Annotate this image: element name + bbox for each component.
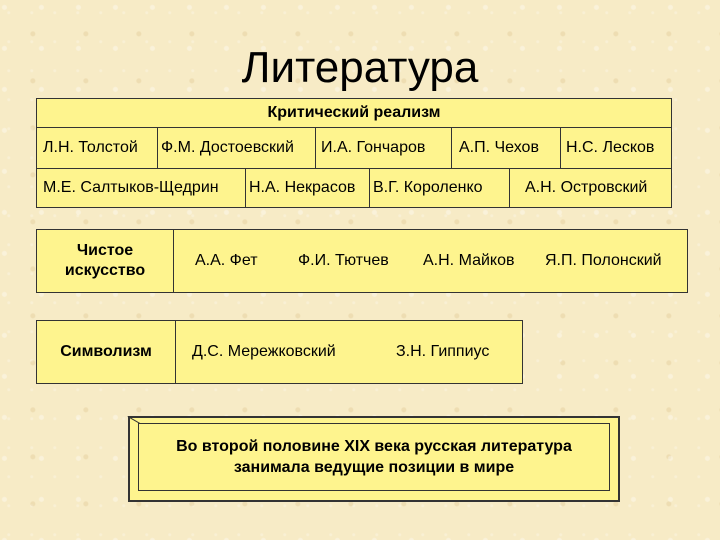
divider bbox=[560, 128, 561, 168]
author-saltykov: М.Е. Салтыков-Щедрин bbox=[43, 179, 219, 196]
symbolism-label: Символизм bbox=[60, 343, 152, 360]
author-merezhkovsky: Д.С. Мережковский bbox=[192, 343, 336, 360]
author-fet: А.А. Фет bbox=[195, 252, 258, 269]
divider bbox=[245, 169, 246, 207]
pure-art-authors-box bbox=[173, 229, 688, 293]
note-text: Во второй половине XIX века русская литература занимала ведущие позиции в мире bbox=[176, 438, 572, 476]
page-title: Литература bbox=[241, 43, 479, 92]
divider bbox=[369, 169, 370, 207]
divider bbox=[451, 128, 452, 168]
critical-realism-row-2 bbox=[36, 168, 672, 208]
symbolism-label-box bbox=[36, 320, 176, 384]
pure-art-label-box bbox=[36, 229, 174, 293]
author-leskov: Н.С. Лесков bbox=[566, 139, 655, 156]
author-tyutchev: Ф.И. Тютчев bbox=[298, 252, 389, 269]
symbolism-authors-box bbox=[175, 320, 523, 384]
author-gippius: З.Н. Гиппиус bbox=[396, 343, 490, 360]
author-nekrasov: Н.А. Некрасов bbox=[249, 179, 356, 196]
divider bbox=[157, 128, 158, 168]
author-ostrovsky: А.Н. Островский bbox=[525, 179, 648, 196]
critical-realism-header bbox=[36, 98, 672, 128]
author-tolstoy: Л.Н. Толстой bbox=[43, 139, 138, 156]
author-maikov: А.Н. Майков bbox=[423, 252, 515, 269]
author-korolenko: В.Г. Короленко bbox=[373, 179, 483, 196]
author-chekhov: А.П. Чехов bbox=[459, 139, 539, 156]
note-box bbox=[138, 423, 610, 491]
pure-art-label: Чистое искусство bbox=[64, 242, 146, 279]
author-dostoevsky: Ф.М. Достоевский bbox=[161, 139, 294, 156]
divider bbox=[509, 169, 510, 207]
critical-realism-label: Критический реализм bbox=[267, 104, 441, 121]
author-polonsky: Я.П. Полонский bbox=[545, 252, 662, 269]
author-goncharov: И.А. Гончаров bbox=[321, 139, 426, 156]
divider bbox=[315, 128, 316, 168]
critical-realism-row-1 bbox=[36, 127, 672, 169]
